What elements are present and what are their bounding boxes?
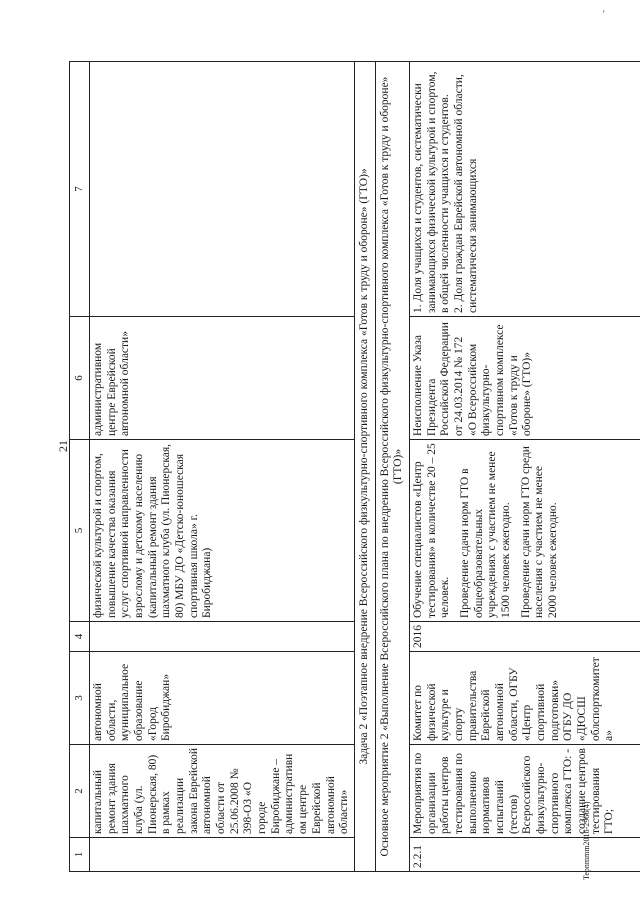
indicator-1: 1. Доля учащихся и студентов, систематически занимающихся физической культурой и спортом, в общей численности учащихся и студентов.	[411, 71, 452, 313]
cell-year	[90, 622, 355, 652]
footer-code: Tepnmmm2016-2966(4)	[582, 801, 591, 880]
header-row	[70, 62, 90, 872]
page-number: 21	[56, 440, 70, 452]
cell-number	[90, 838, 355, 872]
main-event-2-heading: Основное мероприятие 2 «Выполнение Всероссийского плана по внедрению Всероссийского физкультурно-спортивного комплекса «Готов к труду и обороне» (ГТО)»	[375, 62, 409, 872]
result-population: Проведение сдачи норм ГТО среди населения с участием не менее 2000 человек ежегодно.	[519, 446, 559, 618]
header-cell-4: 4	[70, 622, 90, 652]
cell-expected-result	[409, 440, 640, 622]
corner-mark: '	[603, 9, 605, 19]
header-cell-3: 3	[70, 652, 90, 745]
cell-measure-name: Мероприятия по организации работы центров тестирования по выполнению нормативов испытаний (тестов) Всероссийского физкультурно-спортивного комплекса ГТО: - создание центров тестирования ГТО;	[409, 745, 640, 838]
header-cell-5: 5	[70, 440, 90, 622]
rotated-table-container	[69, 62, 617, 872]
cell-consequences: административном центре Еврейской автономной области»	[90, 317, 355, 440]
task-2-heading: Задача 2 «Поэтапное внедрение Всероссийского физкультурно-спортивного комплекса «Готов к труду и обороне» (ГТО)»	[354, 62, 375, 872]
cell-year: 2016	[409, 622, 640, 652]
cell-indicators	[90, 62, 355, 317]
header-cell-7: 7	[70, 62, 90, 317]
header-cell-1: 1	[70, 838, 90, 872]
result-training: Обучение специалистов «Центр тестирования» в количестве 20 – 25 человек.	[411, 443, 452, 618]
cell-executor: Комитет по физической культуре и спорту правительства Еврейской автономной области, ОГБУ «Центр спортивной подготовки» ОГБУ ДО «ДЮСШ облспорткомитета»	[409, 652, 640, 745]
task-row	[354, 62, 375, 872]
cell-indicators	[409, 62, 640, 317]
indicator-2: 2. Доля граждан Еврейской автономной области, систематически занимающихся	[452, 74, 479, 313]
table-row	[90, 62, 355, 872]
table-row	[409, 62, 640, 872]
result-schools: Проведение сдачи норм ГТО в общеобразовательных учреждениях с участием не менее 1500 человек ежегодно.	[458, 451, 512, 618]
cell-expected-result: физической культурой и спортом, повышение качества оказания услуг спортивной направленности взрослому и детскому населению (капитальный ремонт здания шахматного клуба (ул. Пионерская, 80) МБУ ДО «Детско-юношеская спортивная школа» г. Биробиджана)	[90, 440, 355, 622]
header-cell-6: 6	[70, 317, 90, 440]
cell-consequences: Неисполнение Указа Президента Российской Федерации от 24.03.2014 № 172 «О Всероссийском физкультурно-спортивном комплексе «Готов к труду и обороне» (ГТО)»	[409, 317, 640, 440]
header-cell-2: 2	[70, 745, 90, 838]
event-row	[375, 62, 409, 872]
cell-number: 2.2.1	[409, 838, 640, 872]
cell-executor: автономной области, муниципальное образование «Город Биробиджан»	[90, 652, 355, 745]
measures-table	[69, 61, 640, 872]
cell-measure-name: капитальный ремонт здания шахматного клуба (ул. Пионерская, 80) в рамках реализации закона Еврейской автономной области от 25.06.2008 № 398-ОЗ «О городе Биробиджане – административном центре Еврейской автономной области»	[90, 745, 355, 838]
